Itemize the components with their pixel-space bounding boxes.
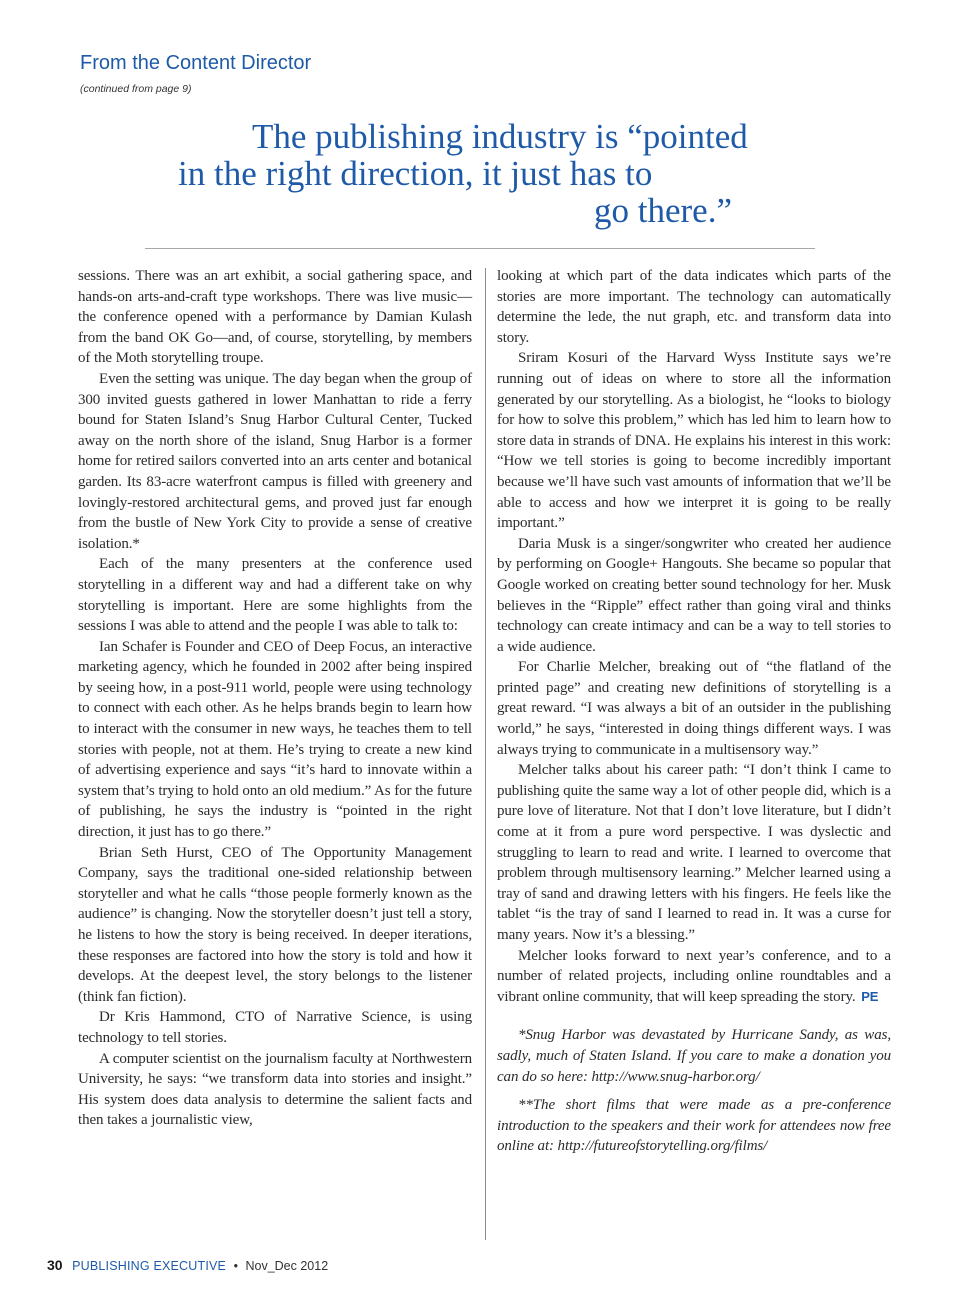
- paragraph: Ian Schafer is Founder and CEO of Deep Focus, an interactive marketing agency, which he founded in 2002 after being inspired by seeing how, in a post-911 world, people were using technology to connect with each other. As he helps brands begin to learn how to interact with the consumer in new ways, he teaches them to tell stories with people, not at them. He’s trying to create a new kind of advertising experience and says “it’s hard to innovate within a system that’s trying to hold onto an old medium.” As for the future of publishing, he says the industry is “pointed in the right direction, it just has to go there.”: [78, 638, 472, 841]
- pull-quote-divider: [145, 248, 815, 249]
- paragraph: For Charlie Melcher, breaking out of “the flatland of the printed page” and creating new definitions of storytelling is a great reward. “I was always a bit of an outsider in the publishing world,” he says, “interested in doing things different ways. I was always trying to communicate in a multisensory way.”: [497, 659, 891, 758]
- issue-date: Nov_Dec 2012: [245, 1259, 329, 1273]
- footnote: *Snug Harbor was devastated by Hurricane Sandy, as was, sadly, much of Staten Island. If you care to make a donation you can do so here: http://www.snug-harbor.org/: [497, 1027, 891, 1085]
- continued-note: (continued from page 9): [80, 83, 192, 95]
- column-divider: [485, 268, 486, 1240]
- section-title: From the Content Director: [80, 52, 312, 74]
- paragraph: sessions. There was an art exhibit, a social gathering space, and hands-on arts-and-craft type workshops. There was live music—the conference opened with a performance by Damian Kulash from the band OK Go—and, of course, storytelling, by members of the Moth storytelling troupe.: [78, 268, 472, 367]
- paragraph: A computer scientist on the journalism faculty at Northwestern University, he says: “we transform data into stories and insight.” His system does data analysis to determine the salient facts and then takes a journalistic view,: [78, 1050, 472, 1129]
- footer-bullet: •: [233, 1259, 238, 1273]
- publication-name: PUBLISHING EXECUTIVE: [72, 1259, 227, 1273]
- paragraph-final: [497, 946, 891, 1008]
- pull-quote-line-1: The publishing industry is “pointed: [252, 117, 748, 156]
- footnote: **The short films that were made as a pre-conference introduction to the speakers and their work for attendees now free online at: http://futureofstorytelling.org/films/: [497, 1097, 891, 1155]
- pull-quote-line-2: in the right direction, it just has to: [178, 154, 653, 193]
- paragraph: Each of the many presenters at the conference used storytelling in a different way and had a different take on why storytelling is important. Here are some highlights from the sessions I was able to attend and the people I was able to talk to:: [78, 556, 472, 635]
- final-paragraph-text: Melcher looks forward to next year’s conference, and to a number of related projects, including online roundtables and a vibrant online community, that will keep spreading the story.: [497, 947, 891, 1005]
- paragraph: looking at which part of the data indicates which parts of the stories are more important. The technology can automatically determine the lede, the nut graph, etc. and transform data into story.: [497, 268, 891, 346]
- paragraph: Brian Seth Hurst, CEO of The Opportunity Management Company, says the traditional one-sided relationship between storyteller and what he calls “those people formerly known as the audience” is changing. Now the storyteller doesn’t just tell a story, he listens to how the story is being received. In deeper iterations, these responses are factored into how the story is told and how it develops. At the deepest level, the story belongs to the listener (think fan fiction).: [78, 844, 472, 1005]
- pull-quote-line-3: go there.”: [594, 191, 732, 230]
- page-footer: [47, 1257, 328, 1273]
- article-column-right: [497, 266, 891, 1157]
- article-column-left: [78, 266, 472, 1131]
- paragraph: Daria Musk is a singer/songwriter who created her audience by performing on Google+ Hangouts. She became so popular that Google worked on creating better sound technology for her. Musk believes in the “Ripple” effect rather than going viral and thinks technology can create intimacy and can be a way to tell stories to a wide audience.: [497, 535, 891, 655]
- paragraph: Melcher talks about his career path: “I don’t think I came to publishing quite the same way a lot of other people did, which is a pure love of literature. Not that I don’t love literature, but I didn’t come at it from a pure word perspective. I was dyslectic and struggling to learn to read and write. I learned to overcome that problem through multisensory learning.” Melcher learned using a tray of sand and drawing letters with his fingers. He feels like the tablet “is the tray of sand I learned to read in. It was a curse for many years. Now it’s a blessing.”: [497, 762, 891, 943]
- paragraph: Sriram Kosuri of the Harvard Wyss Institute says we’re running out of ideas on where to store all the information generated by our storytelling. As a biologist, he “looks to biology for how to solve this problem,” which has led him to learn how to store data in strands of DNA. He explains his interest in this work: “How we tell stories is going to become incredibly important because we’ll have such vast amounts of information that we’ll be able to access and how we interpret it is going to be really important.”: [497, 350, 891, 532]
- paragraph: Even the setting was unique. The day began when the group of 300 invited guests gathered in lower Manhattan to ride a ferry bound for Staten Island’s Snug Harbor Cultural Center, Tucked away on the north shore of the island, Snug Harbor is a former home for retired sailors converted into an arts center and botanical garden. Its 83-acre waterfront campus is filled with greenery and lovingly-restored architectural gems, and proved just far enough from the bustle of New York City to provide a sense of creative isolation.*: [78, 370, 472, 552]
- paragraph: Dr Kris Hammond, CTO of Narrative Science, is using technology to tell stories.: [78, 1009, 472, 1046]
- end-mark: PE: [861, 988, 879, 1004]
- page-number: 30: [47, 1257, 63, 1273]
- pull-quote: [150, 118, 790, 229]
